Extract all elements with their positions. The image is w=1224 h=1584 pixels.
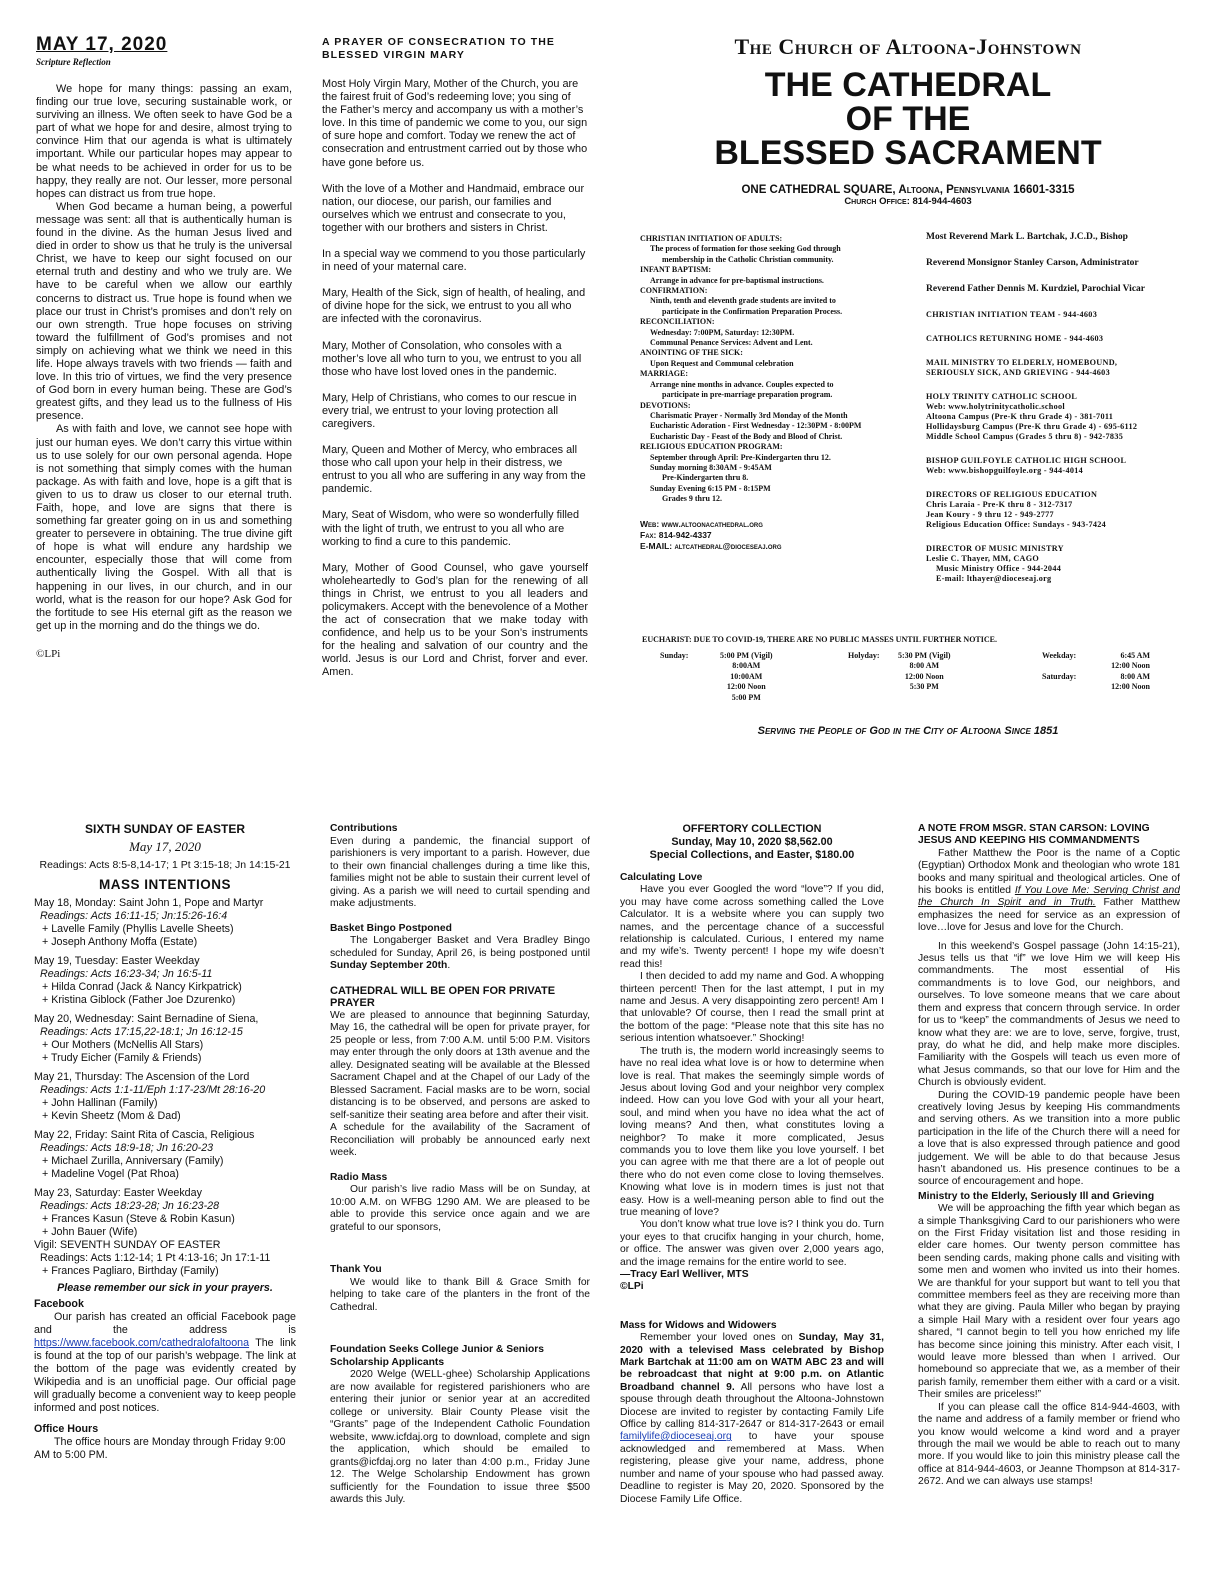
book-title: If You Love Me: Serving Christ and the Church In Spirit and in Truth. — [918, 885, 1180, 909]
sacrament-detail: Charismatic Prayer - Normally 3rd Monday of the Month — [650, 410, 848, 420]
clergy-administrator: Reverend Monsignor Stanley Carson, Administrator — [926, 258, 1139, 268]
directory-line: SERIOUSLY SICK, AND GRIEVING - 944-4603 — [926, 368, 1110, 377]
intention-day — [34, 1013, 296, 1065]
sunday-readings: Readings: Acts 8:5-8,14-17; 1 Pt 3:15-18; Jn 14:15-21 — [39, 859, 291, 871]
offertory-title: OFFERTORY COLLECTION — [682, 823, 822, 835]
parish-address: ONE CATHEDRAL SQUARE, Altoona, Pennsylvania 16601-3315 — [741, 184, 1075, 196]
directory-group — [926, 456, 1188, 476]
liturgical-title: SIXTH SUNDAY OF EASTER — [84, 823, 246, 836]
love-paragraph: The truth is, the modern world increasingly seems to have no real idea what love is or how to determine when love is real. That makes the seemingly simple words of Jesus about loving God and your neighbor very complex indeed. How can you love God with your all your heart, soul, and mind when you have no idea what the act of loving means? And then, what constitutes loving a neighbor? To make it more complicated, Jesus commands you to love them like you love yourself. I bet you can agree with me that there are a lot of people out there who do not even come close to loving themselves. Knowing what love is in modern times is just not that easy. How is a well-meaning person able to find out the true meaning of love? — [620, 1045, 884, 1218]
clergy-bishop: Most Reverend Mark L. Bartchak, J.C.D., Bishop — [926, 232, 1128, 242]
carson-paragraph: In this weekend’s Gospel passage (John 14:15-21), Jesus tells us that “if” we love Him we will keep His commandments. The most essential of His commandments is to love God, our neighbors, and ourselves. To love someone means that we care about them and express that concern through service. In order for us to “keep” the commandments of Jesus we need to know what they are: we are to love, serve, forgive, trust, pray, do what he did, and help make more disciples. Familiarity with the Gospels will teach us even more of what Jesus commands, so that our love for Him and the Church is obviously evident. — [918, 940, 1180, 1089]
parish-header — [612, 34, 1204, 207]
open-text: We are pleased to announce that beginning Saturday, May 16, the cathedral will be open for private prayer, for 25 people or less, from 7:00 A.M. until 5:00 P.M. Visitors may enter through the only doors at 13th avenue and the alley. Designated seating will be available at the Blessed Sacrament Chapel and at the Chapel of our Lady of the Blessed Sacrament. Facial masks are to be worn, social distancing is to be observed, and persons are asked to self-sanitize their seating area before and after their visit. — [330, 1009, 590, 1121]
mass-time: 5:30 PM — [909, 682, 939, 692]
radio-text: Our parish’s live radio Mass will be on Sunday, at 10:00 A.M. on WFBG 1290 AM. We are pleased to be able to provide this service once again and we are grateful to our sponsors, — [330, 1184, 590, 1233]
reflection-credit: ©LPi — [36, 647, 61, 660]
bingo-text: The Longaberger Basket and Vera Bradley Bingo scheduled for Sunday, April 26, is being postponed until Sunday September 20th. — [330, 935, 590, 971]
eucharist-notice — [642, 635, 1182, 649]
vigil-heading: Vigil: SEVENTH SUNDAY OF EASTER — [34, 1239, 221, 1251]
open-text-2: A schedule for the availability of the Sacrament of Reconciliation will probably be announced early next week. — [330, 1122, 590, 1158]
love-author: —Tracy Earl Welliver, MTS — [620, 1269, 749, 1280]
carson-paragraph: During the COVID-19 pandemic people have been creatively loving Jesus by keeping His commandments and serving others. As we transition into a more public participation in the life of the Church there will a need for a love that is also expressed through patience and good judgement. We will be able to do that because Jesus hasn’t abandoned us. His presence continues to be a source of encouragement and hope. — [918, 1089, 1180, 1188]
mass-time: 8:00AM — [732, 661, 761, 671]
contributions-text: Even during a pandemic, the financial support of parishioners is very important to a parish. However, due to their own financial challenges during a time like this, families might not be able to sustain their current level of giving. As a parish we will need to curtail spending and make adjustments. — [330, 835, 590, 909]
directory-line: Leslie C. Thayer, MM, CAGO — [926, 554, 1040, 563]
intention-day-title: May 18, Monday: Saint John 1, Pope and Martyr — [34, 897, 264, 909]
parish-email[interactable]: E-MAIL: altcathedral@dioceseaj.org — [640, 540, 782, 551]
mass-time: 5:00 PM (Vigil) — [720, 651, 773, 660]
saturday-times — [1096, 672, 1150, 693]
sacrament-detail: Pre-Kindergarten thru 8. — [662, 473, 749, 483]
directory-heading: DIRECTORS OF RELIGIOUS EDUCATION — [926, 490, 1098, 499]
pastor-note-column — [918, 823, 1180, 1489]
bulletin-date: MAY 17, 2020 — [36, 34, 168, 55]
ministry-paragraph: We will be approaching the fifth year which began as a simple Thanksgiving Card to our parishioners who were on the First Friday visitation list and those residing in elder care homes. Our twenty person committee has been sending cards, making phone calls and visiting with some men and women who invited us into their homes. We are thankful for your support but want to tell you that committee members feel as they are receiving more than what they are giving. Paula Miller who began by praying a simple Hail Mary with a resident over four years ago shared, “I cannot begin to tell you how enriched my life has become since joining this ministry. After each visit, I would leave more blessed than when I arrived. Our homebound so appreciate that we, as a member of their parish family, remember them either with a card or a visit. Their smiles are priceless!” — [918, 1203, 1180, 1401]
cathedral-name: THE CATHEDRAL OF THE BLESSED SACRAMENT — [714, 66, 1102, 172]
ministry-paragraph: If you can please call the office 814-944-4603, with the name and address of a family member or friend who you know would welcome a kind word and a prayer through the mail we would be able to reach out to many more. If you would like to join this ministry please call the office at 814-944-4603, or Jeanne Thompson at 814-317-2672. And we can always use stamps! — [918, 1401, 1180, 1488]
thanks-heading: Thank You — [330, 1264, 382, 1275]
carson-heading: A NOTE FROM MSGR. STAN CARSON: LOVING JESUS AND KEEPING HIS COMMANDMENTS — [918, 823, 1150, 847]
bingo-heading: Basket Bingo Postponed — [330, 922, 452, 934]
open-heading: CATHEDRAL WILL BE OPEN FOR PRIVATE PRAYER — [330, 984, 556, 1009]
reflection-paragraph: As with faith and love, we cannot see hope with just our human eyes. We don’t carry this virtue within us to use solely for our own personal agenda. Hope is not something that simply comes with the human package. As with faith and love, hope is a gift that is given to us to draw us closer to our eternal truth. Faith, hope, and love are signs that there is something far greater going on in us and something greater to persevere in obtaining. The true divine gift of hope is what will endure any hardship we encounter, especially those that will come from authentically living the Gospel. With all that is happening in our lives, in our church, and in our world, what is the reason for our hope? Ask God for the fortitude to see His eternal gift as the reason we get up in the morning and do the things we do. — [36, 423, 292, 632]
holyday-label: Holyday: — [848, 651, 880, 660]
intention-readings: Readings: Acts 16:23-34; Jn 16:5-11 — [40, 968, 213, 980]
intention-item: + John Bauer (Wife) — [42, 1226, 138, 1238]
prayer-paragraph: Mary, Queen and Mother of Mercy, who embraces all those who call upon your help in their distress, we entrust to you all who are suffering in any way from the pandemic. — [322, 444, 586, 496]
directory-line: Middle School Campus (Grades 5 thru 8) - 942-7835 — [926, 432, 1124, 441]
intention-day-title: May 20, Wednesday: Saint Bernadine of Siena, — [34, 1013, 259, 1025]
sacrament-detail: Arrange nine months in advance. Couples expected to — [650, 379, 834, 389]
sacraments-list — [640, 234, 922, 552]
foundation-text: 2020 Welge (WELL-ghee) Scholarship Applications are now available for registered parishioners who are entering their junior or senior year at an accredited college or university. Blair County Please visit the “Grants” page of the Independent Catholic Foundation website, www.icfdaj.org to download, complete and sign the application, which should be emailed to grants@icfdaj.org no later than 4:00 p.m., Friday June 12. The Welge Scholarship Endowment has grown sufficiently for the Foundation to issue three $500 awards this July. — [330, 1369, 590, 1505]
sunday-times — [720, 651, 773, 703]
intention-item: + Our Mothers (McNellis All Stars) — [42, 1039, 204, 1051]
liturgical-date: May 17, 2020 — [129, 839, 201, 854]
intention-item: + Trudy Eicher (Family & Friends) — [42, 1052, 202, 1064]
directory-line: Chris Laraia - Pre-K thru 8 - 312-7317 — [926, 500, 1073, 509]
intention-item: + Hilda Conrad (Jack & Nancy Kirkpatrick) — [42, 981, 242, 993]
directory-group — [926, 544, 1188, 584]
intention-day-title: May 21, Thursday: The Ascension of the Lord — [34, 1071, 250, 1083]
intention-item: + Kristina Giblock (Father Joe Dzurenko) — [42, 994, 236, 1006]
sacrament-detail: membership in the Catholic Christian community. — [662, 254, 834, 264]
mass-time: 12:00 Noon — [904, 671, 944, 681]
sacrament-detail: Grades 9 thru 12. — [662, 494, 722, 504]
love-heading: Calculating Love — [620, 872, 703, 883]
sick-prayer-note: Please remember our sick in your prayers. — [57, 1282, 273, 1294]
sacrament-heading: MARRIAGE: — [640, 369, 688, 379]
intention-readings: Readings: Acts 1:1-11/Eph 1:17-23/Mt 28:16-20 — [40, 1084, 266, 1096]
mass-time: 6:45 AM — [1120, 651, 1150, 660]
intention-item: + Joseph Anthony Moffa (Estate) — [42, 936, 198, 948]
parish-fax: Fax: 814-942-4337 — [640, 529, 712, 540]
contributions-heading: Contributions — [330, 823, 398, 834]
sacrament-detail: September through April: Pre-Kindergarten thru 12. — [650, 452, 831, 462]
offertory-sunday: Sunday, May 10, 2020 $8,562.00 — [671, 836, 833, 848]
facebook-link[interactable]: https://www.facebook.com/cathedralofaltoona — [34, 1337, 250, 1349]
family-life-email[interactable]: familylife@dioceseaj.org — [620, 1431, 732, 1443]
intention-readings: Readings: Acts 16:11-15; Jn:15:26-16:4 — [40, 910, 228, 922]
mass-time: 10:00AM — [730, 671, 763, 681]
directory-group — [926, 392, 1188, 442]
mass-schedule — [660, 651, 1160, 711]
mass-intentions-heading: MASS INTENTIONS — [98, 877, 231, 892]
intention-day — [34, 955, 296, 1007]
directory-line[interactable]: Web: www.bishopguilfoyle.org - 944-4014 — [926, 466, 1084, 475]
intention-item: + Madeline Vogel (Pat Rhoa) — [42, 1168, 179, 1180]
vigil-intention: + Frances Pagliaro, Birthday (Family) — [42, 1265, 219, 1277]
love-paragraph: I then decided to add my name and God. A whopping thirteen percent! Then for the last attempt, I put in my name and Jesus. A very disappointing zero percent! Am I that unlovable? Of course, then I read the small print at the bottom of the page: “Please note that this site has no serious intention whatsoever.” Shocking! — [620, 971, 884, 1045]
intention-readings: Readings: Acts 18:9-18; Jn 16:20-23 — [40, 1142, 214, 1154]
mass-time: 8:00 AM — [909, 661, 940, 671]
sacrament-detail: Eucharistic Day - Feast of the Body and Blood of Christ. — [650, 431, 843, 441]
prayer-paragraph: In a special way we commend to you those particularly in need of your maternal care. — [322, 248, 586, 274]
sacrament-detail: Sunday morning 8:30AM - 9:45AM — [650, 462, 772, 472]
sacrament-heading: CHRISTIAN INITIATION OF ADULTS: — [640, 234, 783, 243]
carson-paragraph: Father Matthew the Poor is the name of a Coptic (Egyptian) Orthodox Monk and theologian who wrote 181 books and many spiritual and theological articles. One of his books is entitled If You Love Me: Serving Christ and the Church In Spirit and in Truth. Father Matthew emphasizes the need for service as an expression of love…love for Jesus and love for the Church. — [918, 847, 1180, 934]
directory-line: Jean Koury - 9 thru 12 - 949-2777 — [926, 510, 1054, 519]
prayer-paragraph: Most Holy Virgin Mary, Mother of the Church, you are the fairest fruit of God’s redeeming love; you sing of the Father’s mercy and accompany us with a mother’s love. In this time of pandemic we come to you, our sign of sure hope and comfort. Today we renew the act of consecration and entrustment carried out by those who have gone before us. — [322, 78, 588, 169]
parish-website[interactable]: Web: www.altoonacathedral.org — [640, 518, 763, 529]
directory-group — [926, 358, 1188, 378]
clergy-directory — [926, 232, 1188, 598]
saturday-label: Saturday: — [1042, 671, 1077, 681]
sacrament-detail: Communal Penance Services: Advent and Lent. — [650, 338, 813, 348]
sacrament-detail: Sunday Evening 6:15 PM - 8:15PM — [650, 483, 771, 493]
intention-day — [34, 1129, 296, 1181]
sacrament-heading: RELIGIOUS EDUCATION PROGRAM: — [640, 442, 783, 452]
eucharist-covid-note: EUCHARIST: DUE TO COVID-19, THERE ARE NO PUBLIC MASSES UNTIL FURTHER NOTICE. — [642, 635, 997, 644]
directory-heading: CHRISTIAN INITIATION TEAM - 944-4603 — [926, 310, 1098, 319]
reflection-paragraph: When God became a human being, a powerful message was sent: all that is authentically human is found in the divine. As the human Jesus lived and died in order to show us that he truly is the universal Christ, we have to keep our sight focused on our eternal truth and destiny and who we truly are. We have to be careful when we allow our earthly concerns to distract us. True hope is found when we place our trust in Christ’s promises and don’t rely on our own strength. True hope focuses on striving toward the fulfillment of God’s promises and not simply on achieving what we think we need in this life. Hope always travels with two friends — faith and love. In this trio of virtues, we find the very presence of God born in every human being. These are God’s greatest gifts, and they lead us to the fullness of His presence. — [36, 200, 292, 423]
directory-group — [926, 334, 1188, 344]
weekday-label: Weekday: — [1042, 651, 1077, 660]
offertory-column — [620, 823, 884, 1506]
prayer-of-consecration — [322, 36, 588, 693]
intention-item: + Frances Kasun (Steve & Robin Kasun) — [42, 1213, 235, 1225]
sacrament-detail: Eucharistic Adoration - First Wednesday - 12:30PM - 8:00PM — [650, 421, 862, 431]
intention-day-title: May 22, Friday: Saint Rita of Cascia, Religious — [34, 1129, 255, 1141]
directory-line: Hollidaysburg Campus (Pre-K thru Grade 4) - 695-6112 — [926, 422, 1138, 431]
sacrament-heading: ANOINTING OF THE SICK: — [640, 348, 743, 358]
directory-line[interactable]: E-mail: lthayer@dioceseaj.org — [936, 574, 1052, 583]
diocese-name: The Church of Altoona-Johnstown — [734, 34, 1082, 59]
sacrament-detail: participate in the Confirmation Preparation Process. — [662, 306, 843, 316]
directory-group — [926, 310, 1188, 320]
prayer-paragraph: Mary, Mother of Consolation, who consoles with a mother’s love all who turn to you, we entrust to you all those who have lost loved ones in the pandemic. — [322, 339, 582, 378]
office-hours-text: The office hours are Monday through Friday 9:00 AM to 5:00 PM. — [34, 1436, 286, 1461]
intention-day — [34, 1071, 296, 1123]
sacrament-detail: The process of formation for those seeking God through — [650, 244, 841, 254]
prayer-paragraph: Mary, Health of the Sick, sign of health, of healing, and of divine hope for the sick, we entrust to you all who are infected with the coronavirus. — [322, 287, 586, 326]
intention-item: + Kevin Sheetz (Mom & Dad) — [42, 1110, 181, 1122]
church-office-phone: Church Office: 814-944-4603 — [844, 196, 972, 207]
intention-day-title: May 19, Tuesday: Easter Weekday — [34, 955, 200, 967]
directory-heading: DIRECTOR OF MUSIC MINISTRY — [926, 544, 1064, 553]
holyday-times — [898, 651, 951, 693]
directory-line[interactable]: Web: www.holytrinitycatholic.school — [926, 402, 1065, 411]
mass-intentions-column — [34, 823, 296, 1462]
prayer-paragraph: Mary, Mother of Good Counsel, who gave yourself wholeheartedly to God’s plan for the renewing of all things in Christ, we entrust to you all leaders and policymakers. Accept with the benevolence of a Mother the act of consecration that we make today with confidence, and help us to be your Son’s instruments for the healing and salvation of our country and the world. Jesus is our Lord and Christ, forver and ever. Amen. — [322, 561, 588, 679]
directory-heading: BISHOP GUILFOYLE CATHOLIC HIGH SCHOOL — [926, 456, 1127, 465]
mass-time: 12:00 Noon — [726, 682, 766, 692]
intention-day — [34, 897, 296, 949]
scripture-subtitle: Scripture Reflection — [36, 57, 111, 67]
radio-heading: Radio Mass — [330, 1171, 388, 1183]
office-hours-heading: Office Hours — [34, 1423, 99, 1435]
sacrament-detail: Wednesday: 7:00PM, Saturday: 12:30PM. — [650, 327, 795, 337]
facebook-text: Our parish has created an official Facebook page and the address is https://www.facebook.com/cathedralofaltoona The link is found at the top of our parish’s webpage. The link at the bottom of the page was evidently created by Wikipedia and is an unofficial page. Our official page will gradually become a convenient way to keep people informed and post notices. — [34, 1311, 296, 1414]
mass-time: 12:00 Noon — [1111, 682, 1150, 692]
sacrament-heading: RECONCILIATION: — [640, 317, 715, 327]
offertory-special: Special Collections, and Easter, $180.00 — [649, 849, 855, 861]
scripture-reflection — [36, 34, 292, 660]
thanks-text: We would like to thank Bill & Grace Smith for helping to take care of the planters in the front of the Cathedral. — [330, 1276, 590, 1313]
sacrament-heading: DEVOTIONS: — [640, 400, 691, 410]
prayer-paragraph: Mary, Help of Christians, who comes to our rescue in every trial, we entrust to your loving protection all caregivers. — [322, 391, 577, 430]
intention-item: + Michael Zurilla, Anniversary (Family) — [42, 1155, 224, 1167]
serving-tagline: Serving the People of God in the City of Altoona Since 1851 — [757, 725, 1059, 737]
love-paragraph: You don’t know what true love is? I think you do. Turn your eyes to that crucifix hanging in your church, home, or office. The answer was given over 2,000 years ago, and the image remains for the entire world to see. — [620, 1219, 884, 1268]
sacrament-detail: Upon Request and Communal celebration — [650, 358, 794, 368]
sacrament-detail: Ninth, tenth and eleventh grade students are invited to — [650, 296, 836, 306]
love-credit: ©LPi — [620, 1281, 644, 1293]
reflection-paragraph: We hope for many things: passing an exam, finding our true love, securing sustainable work, or surviving an illness. We often seek to have God be a part of what we hope for and desire, almost trying to convince Him that our agenda is what is ultimately important. While our particular hopes may appear to be what needs to be achieved in order for us to be happy, they really are not. Our lesser, more personal hopes can distract us from true hope. — [36, 83, 292, 200]
mass-time: 5:30 PM (Vigil) — [898, 651, 951, 660]
directory-line: Religious Education Office: Sundays - 943-7424 — [926, 520, 1107, 529]
sacrament-heading: INFANT BAPTISM: — [640, 265, 712, 275]
ministry-heading: Ministry to the Elderly, Seriously Ill and Grieving — [918, 1190, 1155, 1202]
intention-day — [34, 1187, 296, 1239]
sacrament-heading: CONFIRMATION: — [640, 286, 708, 296]
mass-time: 8:00 AM — [1120, 671, 1150, 681]
announcements-column — [330, 823, 590, 1507]
intention-readings: Readings: Acts 17:15,22-18:1; Jn 16:12-15 — [40, 1026, 243, 1038]
intention-readings: Readings: Acts 18:23-28; Jn 16:23-28 — [40, 1200, 220, 1212]
sacrament-detail: participate in pre-marriage preparation program. — [662, 390, 833, 400]
love-paragraph: Have you ever Googled the word “love”? If you did, you may have come across something called the Love Calculator. It is a website where you can supply two names, and the percentage chance of a successful relationship is calculated. Curious, I entered my name and my wife’s. Twenty percent! I hope my wife doesn’t read this! — [620, 884, 884, 970]
widows-text: Remember your loved ones on Sunday, May 31, 2020 with a televised Mass celebrated by Bishop Mark Bartchak at 11:00 am on WATM ABC 23 and will be rebroadcast that night at 9:00 p.m. on Atlantic Broadband channel 9. All persons who have lost a spouse through death throughout the Altoona-Johnstown Diocese are invited to register by contacting Family Life Office by calling 814-317-2647 or 814-317-2643 or email familylife@dioceseaj.org to have your spouse acknowledged and remembered at Mass. When registering, please give your name, address, phone number and name of your spouse who had passed away. Deadline to register is May 20, 2020. Sponsored by the Diocese Family Life Office. — [620, 1332, 884, 1505]
clergy-parochial-vicar: Reverend Father Dennis M. Kurdziel, Parochial Vicar — [926, 284, 1146, 294]
directory-line: Altoona Campus (Pre-K thru Grade 4) - 381-7011 — [926, 412, 1114, 421]
sunday-label: Sunday: — [660, 651, 689, 660]
directory-line: Music Ministry Office - 944-2044 — [936, 564, 1062, 573]
prayer-paragraph: Mary, Seat of Wisdom, who were so wonderfully filled with the light of truth, we entrust to you all who are working to find a cure to this pandemic. — [322, 509, 580, 548]
foundation-heading: Foundation Seeks College Junior & Seniors Scholarship Applicants — [330, 1344, 544, 1368]
intention-item: + John Hallinan (Family) — [42, 1097, 158, 1109]
vigil-readings: Readings: Acts 1:12-14; 1 Pt 4:13-16; Jn 17:1-11 — [40, 1252, 271, 1264]
intention-item: + Lavelle Family (Phyllis Lavelle Sheets) — [42, 923, 234, 935]
mass-time: 12:00 Noon — [1111, 661, 1150, 671]
weekday-times — [1096, 651, 1150, 672]
prayer-paragraph: With the love of a Mother and Handmaid, embrace our nation, our diocese, our parish, our families and ourselves which we entrust and consecrate to you, together with our brothers and sisters in Christ. — [322, 182, 585, 234]
directory-heading: HOLY TRINITY CATHOLIC SCHOOL — [926, 392, 1078, 401]
sacrament-detail: Arrange in advance for pre-baptismal instructions. — [650, 275, 824, 285]
intention-day-title: May 23, Saturday: Easter Weekday — [34, 1187, 202, 1199]
directory-group — [926, 490, 1188, 530]
widows-heading: Mass for Widows and Widowers — [620, 1319, 777, 1331]
directory-heading: CATHOLICS RETURNING HOME - 944-4603 — [926, 334, 1104, 343]
directory-heading: MAIL MINISTRY TO ELDERLY, HOMEBOUND, — [926, 358, 1118, 367]
facebook-heading: Facebook — [34, 1298, 84, 1310]
mass-time: 5:00 PM — [731, 692, 761, 702]
prayer-title: A PRAYER OF CONSECRATION TO THE BLESSED VIRGIN MARY — [322, 36, 556, 61]
